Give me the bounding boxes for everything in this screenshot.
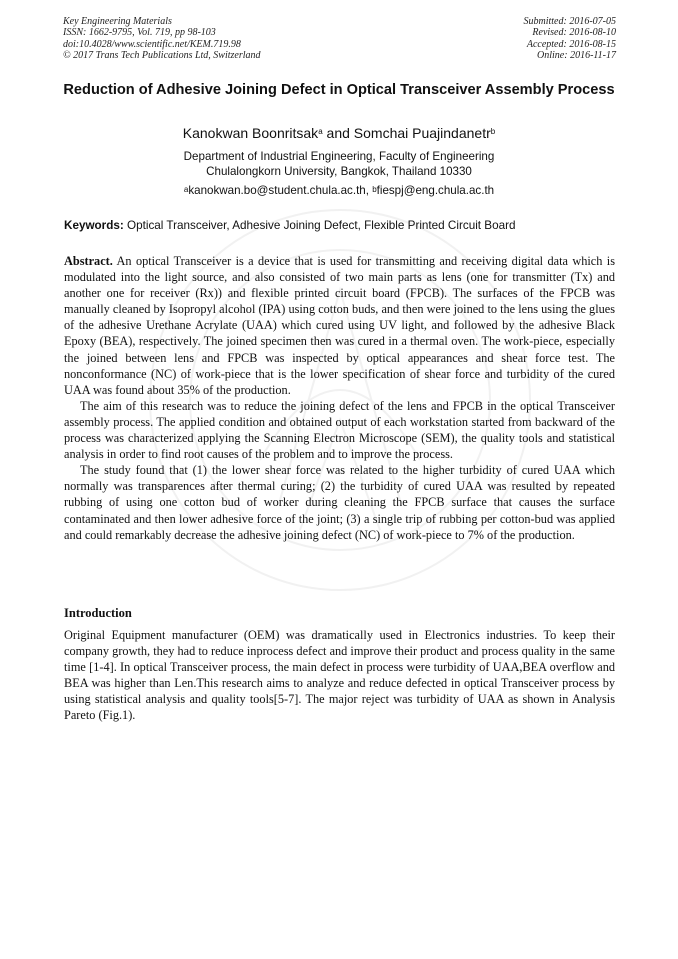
email-a-mark: a <box>183 185 189 194</box>
journal-info <box>63 16 261 61</box>
publication-dates <box>524 16 617 61</box>
author-conjunction: and <box>322 125 354 141</box>
affiliation <box>55 150 623 179</box>
submitted-date: Submitted: 2016-07-05 <box>523 16 616 27</box>
affiliation-line-1: Department of Industrial Engineering, Faculty of Engineering <box>183 150 495 163</box>
author-1: Kanokwan Boonritsak <box>182 125 319 141</box>
accepted-date: Accepted: 2016-08-15 <box>526 38 616 50</box>
author-2: Somchai Puajindanetr <box>353 125 491 141</box>
author-1-mark: a <box>318 127 323 136</box>
abstract-paragraph-3: The study found that (1) the lower shear force was related to the higher turbidity of cured UAA which normally was transparences after thermal curing; (2) the turbidity of cured UAA was resulted by repeated rubbing of using one cotton bud of worker during cleaning the FPCB surface that causes the surface contaminated and then lower adhesive force of the joint; (3) a single trip of rubbing per cotton-bud was applied and could remarkably decrease the adhesive joining defect (NC) of work-piece to 7% of the production. <box>64 463 615 542</box>
issn-line: ISSN: 1662-9795, Vol. 719, pp 98-103 <box>63 27 216 39</box>
email-a: kanokwan.bo@student.chula.ac.th, <box>188 184 373 197</box>
abstract-text-1: An optical Transceiver is a device that is used for transmitting and receiving digital data which is modulated into the light source, and also consisted of two main parts as lens (one for transmitter (Tx) and another one for receiver (Rx)) and flexible printed circuit board (FPCB). The surfaces of the FPCB was manually cleaned by Isopropyl alcohol (IPA) using cotton buds, and then were joined to the lens using the glues of the adhesive Urethane Acrylate (UAA) which cured using UV light, and followed by the adhesive Black Epoxy (BEA), respectively. The joined specimen then was cured in a thermal oven. The work-piece, especially the joined between lens and FPCB was inspected by optical appearances and shear force test. The nonconformance (NC) of work-piece that is the lower specification of shear force and turbidity of the cured UAA was found about 35% of the production. <box>64 254 615 397</box>
abstract-paragraph-2: The aim of this research was to reduce the joining defect of the lens and FPCB in the optical Transceiver assembly process. The applied condition and obtained output of each workstation started from backward of the process was characterized applying the Scanning Electron Microscope (SEM), the quality tools and statistical analysis in order to find root causes of the problem and to improve the process. <box>64 398 615 462</box>
abstract-label: Abstract. <box>64 254 113 268</box>
paper-title: Reduction of Adhesive Joining Defect in Optical Transceiver Assembly Process <box>63 82 615 98</box>
keywords-text: Optical Transceiver, Adhesive Joining Defect, Flexible Printed Circuit Board <box>123 219 516 232</box>
revised-date: Revised: 2016-08-10 <box>532 27 616 39</box>
keywords-label: Keywords: <box>64 219 124 232</box>
introduction-paragraph-1: Original Equipment manufacturer (OEM) was dramatically used in Electronics industries. To keep their company growth, they had to reduce inprocess defect and improve their product and process quality in the same time [1-4]. In optical Transceiver process, the main defect in process were turbidity of UAA,BEA overflow and BEA was higher than Len.This research aims to analyze and reduce defected in optical Transceiver process by using statistical analysis and quality tools[5-7]. The major reject was turbidity of UAA as shown in Analysis Pareto (Fig.1). <box>64 628 615 723</box>
affiliation-line-2: Chulalongkorn University, Bangkok, Thailand 10330 <box>206 164 472 178</box>
author-emails <box>55 184 623 198</box>
online-date: Online: 2016-11-17 <box>537 49 616 61</box>
email-b: fiespj@eng.chula.ac.th <box>376 184 495 197</box>
author-2-mark: b <box>490 127 496 136</box>
keywords <box>64 219 616 233</box>
copyright-line: © 2017 Trans Tech Publications Ltd, Switzerland <box>63 49 261 61</box>
journal-name: Key Engineering Materials <box>63 16 172 27</box>
abstract <box>64 253 615 543</box>
introduction-heading: Introduction <box>64 606 132 620</box>
doi-line: doi:10.4028/www.scientific.net/KEM.719.98 <box>63 38 241 50</box>
email-b-mark: b <box>372 185 377 194</box>
abstract-paragraph-1 <box>64 253 615 398</box>
author-line <box>55 124 623 142</box>
introduction <box>64 627 615 724</box>
